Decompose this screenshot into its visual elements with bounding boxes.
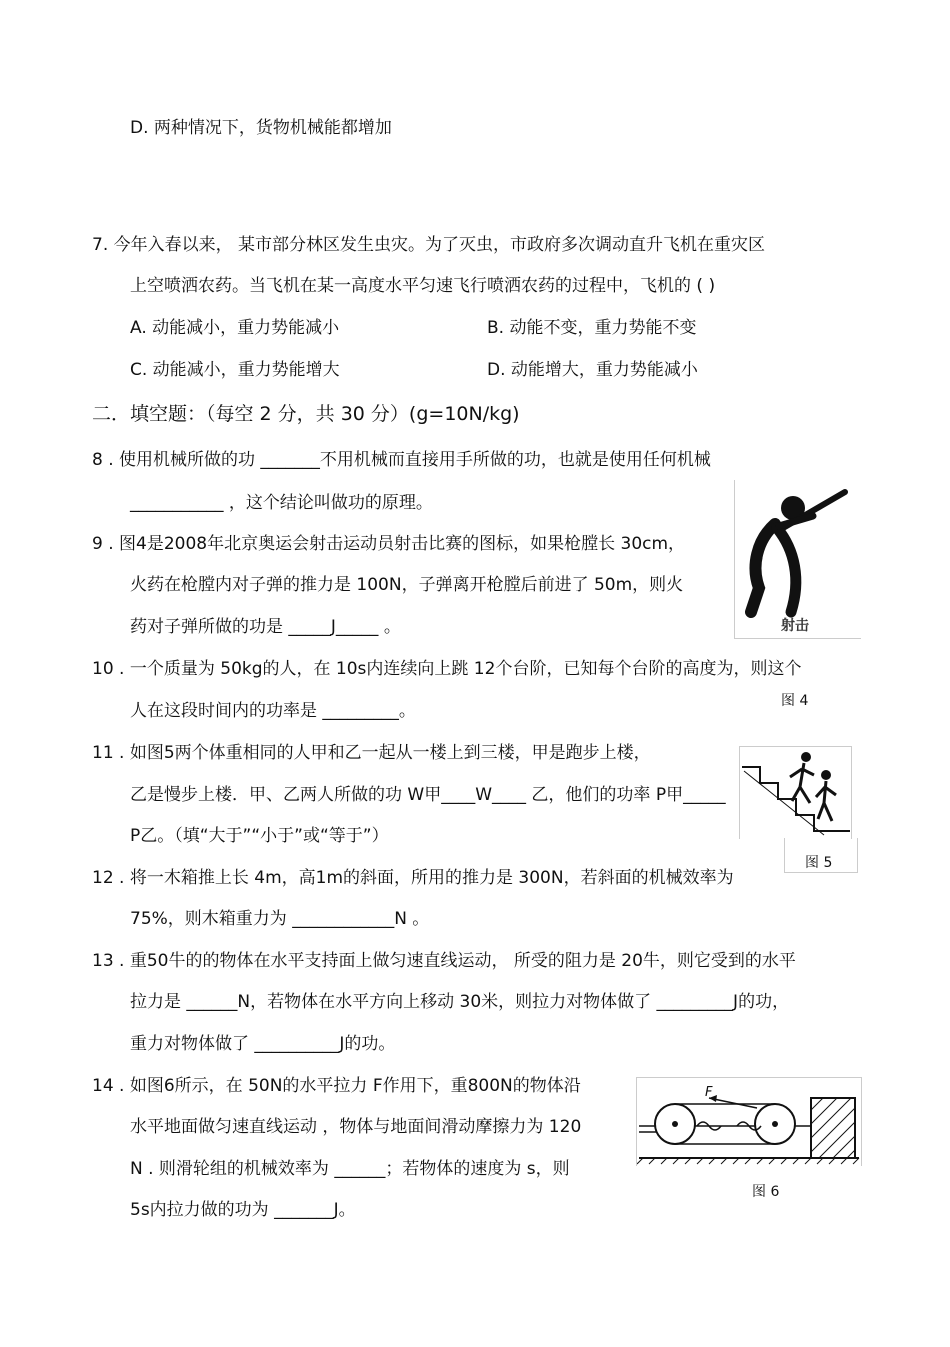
q7-line-1: 7. 今年入春以来， 某市部分林区发生虫灾。为了灭虫，市政府多次调动直升飞机在重灾区 <box>92 235 766 255</box>
q9-line-1: 9 . 图4是2008年北京奥运会射击运动员射击比赛的图标，如果枪膛长 30cm， <box>92 534 686 554</box>
q13-line-2: 拉力是 ______N，若物体在水平方向上移动 30米，则拉力对物体做了 _________J的功， <box>130 992 790 1012</box>
q13-line-1: 13 . 重50牛的的物体在水平支持面上做匀速直线运动， 所受的阻力是 20牛，则它受到的水平 <box>92 951 796 971</box>
q10-line-1: 10 . 一个质量为 50kg的人，在 10s内连续向上跳 12个台阶，已知每个台阶的高度为，则这个 <box>92 659 802 679</box>
q14-line-4: 5s内拉力做的功为 _______J。 <box>130 1200 356 1220</box>
figure-6-pulley-diagram <box>636 1077 862 1166</box>
q12-line-2: 75%，则木箱重力为 ____________N 。 <box>130 909 430 929</box>
q8-line-1: 8 . 使用机械所做的功 _______不用机械而直接用手所做的功，也就是使用任何机械 <box>92 450 711 470</box>
figure-4-label: 射击 <box>781 618 809 634</box>
q11-line-3: P乙。（填“大于”“小于”或“等于”） <box>130 826 389 846</box>
q12-line-1: 12 . 将一木箱推上长 4m，高1m的斜面，所用的推力是 300N，若斜面的机械效率为 <box>92 868 734 888</box>
q7-option-d: D. 动能增大，重力势能减小 <box>487 360 698 380</box>
section-heading: 二．填空题：（每空 2 分，共 30 分）(g=10N/kg) <box>92 403 520 425</box>
q11-line-2: 乙是慢步上楼．甲、乙两人所做的功 W甲____W____ 乙，他们的功率 P甲_____ <box>130 785 726 805</box>
q6-option-d: D. 两种情况下，货物机械能都增加 <box>130 118 392 138</box>
figure-6-caption: 图 6 <box>752 1184 780 1200</box>
figure-4-caption: 图 4 <box>781 693 809 709</box>
q10-line-2: 人在这段时间内的功率是 _________。 <box>130 701 416 721</box>
q9-line-3: 药对子弹所做的功是 _____J_____ 。 <box>130 617 401 637</box>
q14-line-2: 水平地面做匀速直线运动 ，物体与地面间滑动摩擦力为 120 <box>130 1117 582 1137</box>
q14-line-1: 14 . 如图6所示，在 50N的水平拉力 F作用下，重800N的物体沿 <box>92 1076 581 1096</box>
q9-line-2: 火药在枪膛内对子弹的推力是 100N，子弹离开枪膛后前进了 50m，则火 <box>130 575 684 595</box>
q7-option-b: B. 动能不变，重力势能不变 <box>487 318 697 338</box>
figure-5-stairs-image <box>739 746 852 839</box>
q11-line-1: 11 . 如图5两个体重相同的人甲和乙一起从一楼上到三楼，甲是跑步上楼， <box>92 743 651 763</box>
q8-line-2: ___________ ，这个结论叫做功的原理。 <box>130 493 433 513</box>
figure-4-shooting-icon <box>734 480 861 639</box>
q7-line-2: 上空喷洒农药。当飞机在某一高度水平匀速飞行喷洒农药的过程中，飞机的 ( ) <box>130 276 716 296</box>
figure-5-caption: 图 5 <box>805 855 833 871</box>
q7-option-c: C. 动能减小，重力势能增大 <box>130 360 340 380</box>
q13-line-3: 重力对物体做了 __________J的功。 <box>130 1034 396 1054</box>
force-label: F <box>705 1085 713 1100</box>
q7-option-a: A. 动能减小，重力势能减小 <box>130 318 340 338</box>
q14-line-3: N . 则滑轮组的机械效率为 ______；若物体的速度为 s，则 <box>130 1159 570 1179</box>
